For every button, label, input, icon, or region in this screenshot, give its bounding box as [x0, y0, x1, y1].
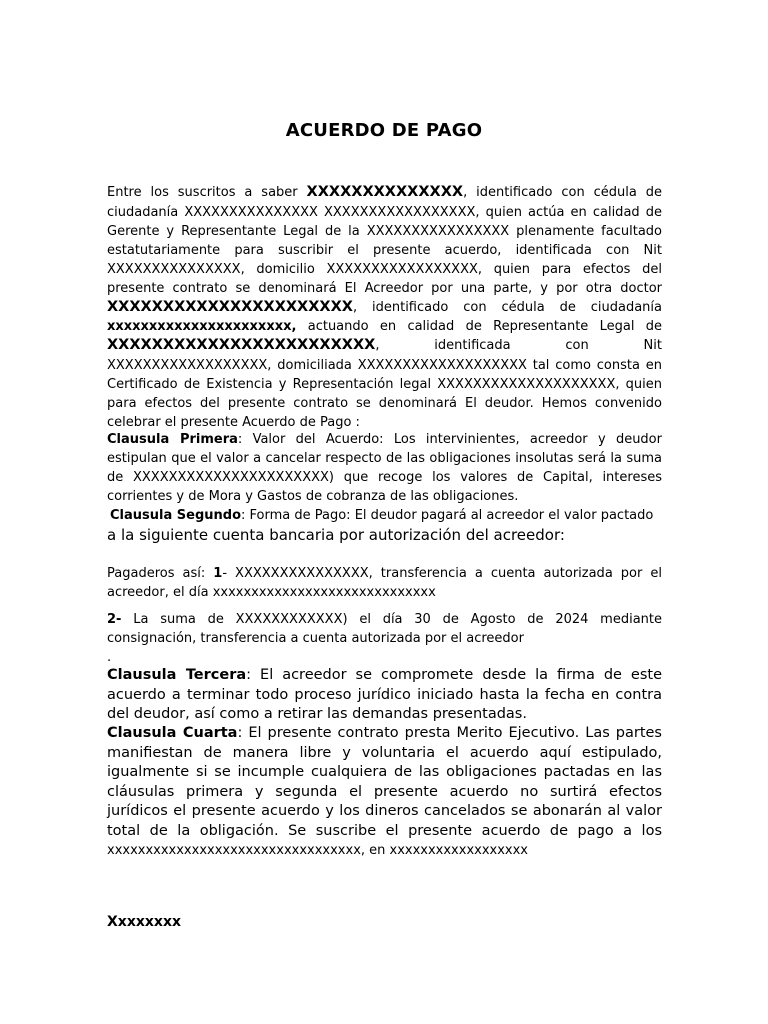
creditor-name: XXXXXXXXXXXXXX: [306, 184, 464, 200]
intro-text-5: , identificada con Nit XXXXXXXXXXXXXXXXXX, domiciliada XXXXXXXXXXXXXXXXXXX tal como consta en Certificado de Existencia y Representación legal XXXXXXXXXXXXXXXXXXXX, quien para efectos del presente contrato se denominará El deudor. Hemos convenido celebrar el presente Acuerdo de Pago :: [107, 338, 662, 430]
signature: Xxxxxxxx: [107, 914, 182, 930]
clause-fourth-last-line: xxxxxxxxxxxxxxxxxxxxxxxxxxxxxxxxx, en xxxxxxxxxxxxxxxxxx: [107, 843, 528, 858]
intro-paragraph: [107, 183, 662, 432]
payment-one: [107, 564, 662, 602]
separator-dot: [107, 648, 662, 667]
clause-second: [107, 506, 662, 545]
clause-second-line2: a la siguiente cuenta bancaria por autorización del acreedor:: [107, 526, 565, 544]
clause-third: [107, 666, 662, 725]
intro-text-1: Entre los suscritos a saber: [107, 185, 307, 200]
clause-first-label: Clausula Primera: [107, 432, 238, 447]
clause-second-label: Clausula Segundo: [110, 508, 242, 523]
payment-one-number: 1: [213, 566, 223, 581]
clause-first: [107, 430, 662, 506]
clause-fourth-text: [107, 724, 662, 841]
document-title: ACUERDO DE PAGO: [285, 120, 483, 141]
clause-fourth-body: : El presente contrato presta Merito Ejecutivo. Las partes manifiestan de manera libre y voluntaria el acuerdo aquí estipulado, igualmente si se incumple cualquiera de las obligaciones pactadas en las cláusulas primera y segunda el presente acuerdo no surtirá efectos jurídicos el presente acuerdo y los dineros cancelados se abonarán al valor total de la obligación. Se suscribe el presente acuerdo de pago a los: [107, 725, 662, 839]
clause-fourth-label: Clausula Cuarta: [107, 725, 238, 741]
intro-text-2: , identificado con cédula de ciudadanía XXXXXXXXXXXXXXX XXXXXXXXXXXXXXXXX, quien actúa en calidad de Gerente y Representante Legal de la XXXXXXXXXXXXXXXX plenamente facultado estatutariamente para suscribir el presente acuerdo, identificada con Nit XXXXXXXXXXXXXXX, domicilio XXXXXXXXXXXXXXXXX, quien para efectos del presente contrato se denominará El Acreedor por una parte, y por otra doctor: [107, 185, 662, 296]
debtor-company: XXXXXXXXXXXXXXXXXXXXXXXX: [107, 337, 376, 353]
intro-text-4: actuando en calidad de Representante Legal de: [296, 319, 662, 334]
payment-one-lead: Pagaderos así:: [107, 566, 214, 581]
clause-third-body: : El acreedor se compromete desde la firma de este acuerdo a terminar todo proceso jurídico iniciado hasta la fecha en contra del deudor, así como a retirar las demandas presentadas.: [107, 667, 663, 722]
payment-two: [107, 610, 662, 648]
payment-two-body: La suma de XXXXXXXXXXXX) el día 30 de Agosto de 2024 mediante consignación, transferencia a cuenta autorizada por el acreedor: [107, 612, 662, 646]
clause-first-body: : Valor del Acuerdo: Los intervinientes, acreedor y deudor estipulan que el valor a cancelar respecto de las obligaciones insolutas será la suma de XXXXXXXXXXXXXXXXXXXXXX) que recoge los valores de Capital, intereses corrientes y de Mora y Gastos de cobranza de las obligaciones.: [107, 432, 662, 504]
intro-text-3: , identificado con cédula de ciudadanía: [352, 299, 662, 315]
payment-one-text: [107, 564, 662, 602]
debtor-name: XXXXXXXXXXXXXXXXXXXXXX: [107, 298, 353, 315]
separator-dot-text: .: [107, 650, 112, 665]
clause-fourth: [107, 724, 662, 860]
clause-third-text: [107, 666, 662, 725]
clause-third-label: Clausula Tercera: [107, 667, 247, 683]
intro-text: [107, 183, 662, 432]
payment-two-text: [107, 610, 662, 648]
clause-first-text: [107, 430, 662, 506]
payment-one-body: - XXXXXXXXXXXXXXX, transferencia a cuenta autorizada por el acreedor, el día xxxxxxxxxxxxxxxxxxxxxxxxxxxxx: [107, 566, 662, 600]
clause-second-text: [107, 506, 662, 525]
clause-second-body: : Forma de Pago: El deudor pagará al acreedor el valor pactado: [241, 508, 654, 523]
payment-two-number: 2-: [107, 612, 122, 627]
debtor-id: xxxxxxxxxxxxxxxxxxxxxx,: [107, 319, 297, 334]
